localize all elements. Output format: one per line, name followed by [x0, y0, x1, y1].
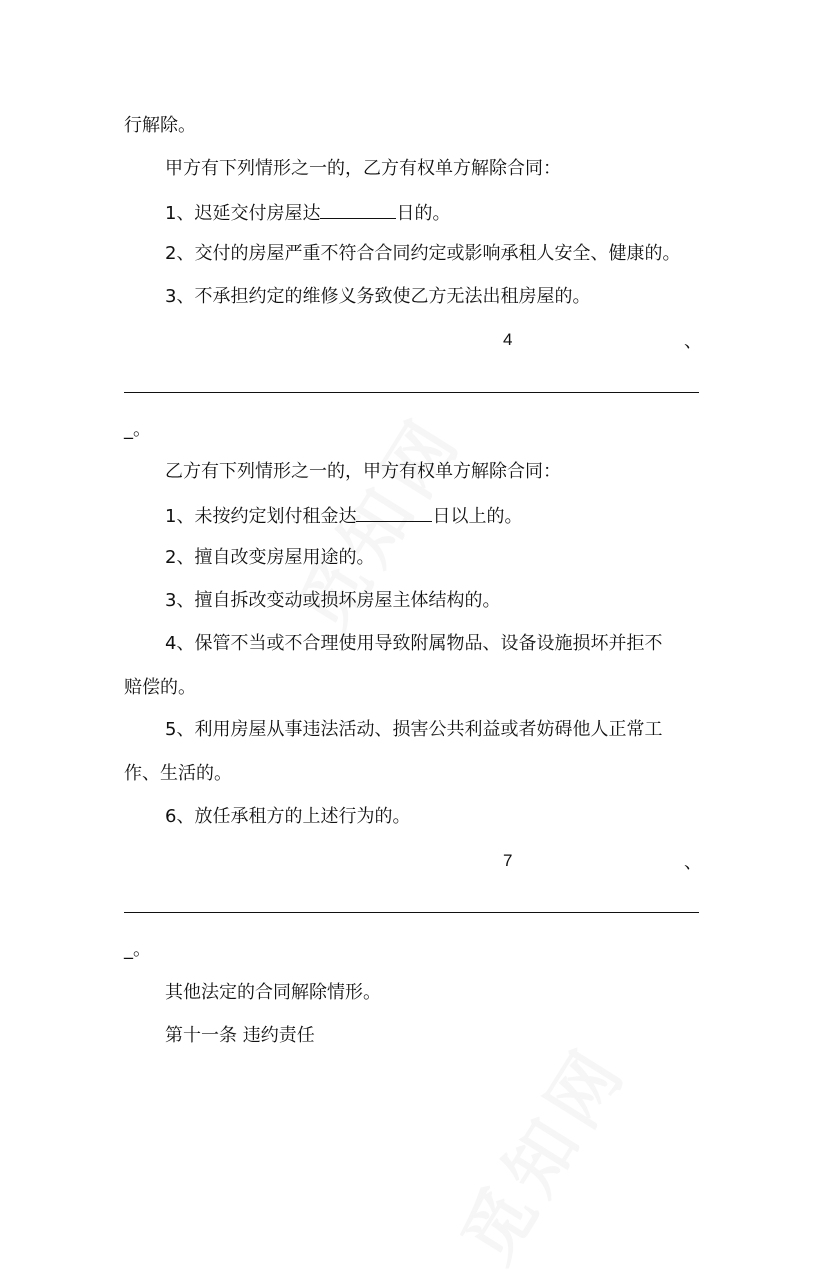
watermark-bottom: [434, 1022, 647, 1279]
fill-rule-a4[interactable]: [124, 392, 699, 393]
list-item-b3: 3、擅自拆改变动或损坏房屋主体结构的。: [165, 590, 501, 611]
list-item-b1-text: 1、未按约定划付租金达: [165, 506, 357, 527]
list-item-a4-number: 4: [503, 330, 513, 349]
list-item-b1: [165, 503, 522, 529]
list-item-a1-text: 1、迟延交付房屋达: [165, 203, 321, 224]
list-item-b5: 5、利用房屋从事违法活动、损害公共利益或者妨碍他人正常工: [165, 719, 663, 740]
list-item-a4-tail: _。: [124, 419, 151, 440]
list-item-b5-cont: 作、生活的。: [124, 763, 232, 784]
para-line-1: 行解除。: [124, 115, 196, 136]
list-item-b7-mark: 、: [684, 852, 702, 873]
list-item-a1: [165, 200, 450, 226]
list-item-a3: 3、不承担约定的维修义务致使乙方无法出租房屋的。: [165, 286, 591, 307]
list-item-a1-suffix: 日的。: [396, 203, 451, 224]
fill-rule-b7[interactable]: [124, 912, 699, 913]
list-item-b4: 4、保管不当或不合理使用导致附属物品、设备设施损坏并拒不: [165, 633, 663, 654]
list-item-b6: 6、放任承租方的上述行为的。: [165, 806, 411, 827]
list-item-a4-mark: 、: [684, 331, 702, 352]
list-item-b2: 2、擅自改变房屋用途的。: [165, 547, 375, 568]
list-item-b7-number: 7: [503, 851, 513, 870]
article-11-heading: 第十一条 违约责任: [165, 1025, 315, 1046]
fill-blank-rent-days[interactable]: [356, 503, 432, 522]
list-item-b7-tail: _。: [124, 939, 151, 960]
para-other-termination: 其他法定的合同解除情形。: [165, 982, 381, 1003]
list-item-b1-suffix: 日以上的。: [432, 506, 523, 527]
para-party-a-heading: 甲方有下列情形之一的，乙方有权单方解除合同：: [165, 158, 561, 179]
fill-blank-days[interactable]: [320, 200, 396, 219]
list-item-a2: 2、交付的房屋严重不符合合同约定或影响承租人安全、健康的。: [165, 243, 681, 264]
list-item-b4-cont: 赔偿的。: [124, 677, 196, 698]
para-party-b-heading: 乙方有下列情形之一的，甲方有权单方解除合同：: [165, 461, 561, 482]
